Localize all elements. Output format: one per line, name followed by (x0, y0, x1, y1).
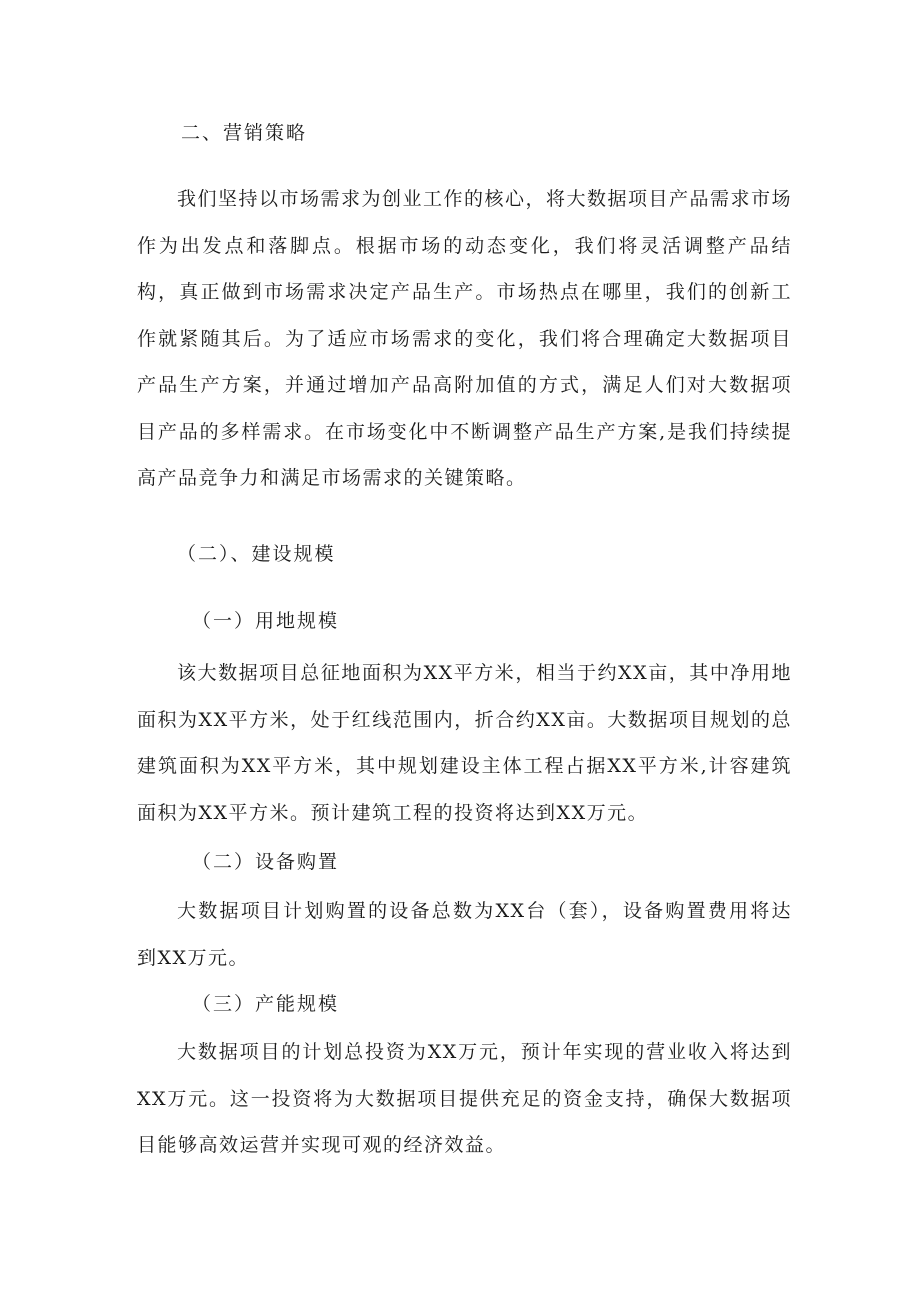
equipment-purchase-paragraph: 大数据项目计划购置的设备总数为XX台（套），设备购置费用将达到XX万元。 (137, 900, 792, 969)
capacity-scale-paragraph: 大数据项目的计划总投资为XX万元，预计年实现的营业收入将达到XX万元。这一投资将为大数据项目提供充足的资金支持，确保大数据项目能够高效运营并实现可观的经济效益。 (137, 1041, 792, 1156)
subheading-land-scale: （一）用地规模 (192, 610, 340, 632)
section-heading-marketing-strategy: 二、营销策略 (181, 122, 308, 144)
subheading-capacity-scale: （三）产能规模 (192, 993, 340, 1015)
section-heading-construction-scale: （二）、建设规模 (177, 543, 336, 565)
land-scale-paragraph: 该大数据项目总征地面积为XX平方米，相当于约XX亩，其中净用地面积为XX平方米，处于红线范围内，折合约XX亩。大数据项目规划的总建筑面积为XX平方米，其中规划建设主体工程占据XX平方米,计容建筑面积为XX平方米。预计建筑工程的投资将达到XX万元。 (137, 662, 792, 824)
subheading-equipment-purchase: （二）设备购置 (192, 851, 340, 873)
marketing-strategy-paragraph: 我们坚持以市场需求为创业工作的核心，将大数据项目产品需求市场作为出发点和落脚点。根据市场的动态变化，我们将灵活调整产品结构，真正做到市场需求决定产品生产。市场热点在哪里，我们的创新工作就紧随其后。为了适应市场需求的变化，我们将合理确定大数据项目产品生产方案，并通过增加产品高附加值的方式，满足人们对大数据项目产品的多样需求。在市场变化中不断调整产品生产方案,是我们持续提高产品竞争力和满足市场需求的关键策略。 (137, 188, 793, 489)
